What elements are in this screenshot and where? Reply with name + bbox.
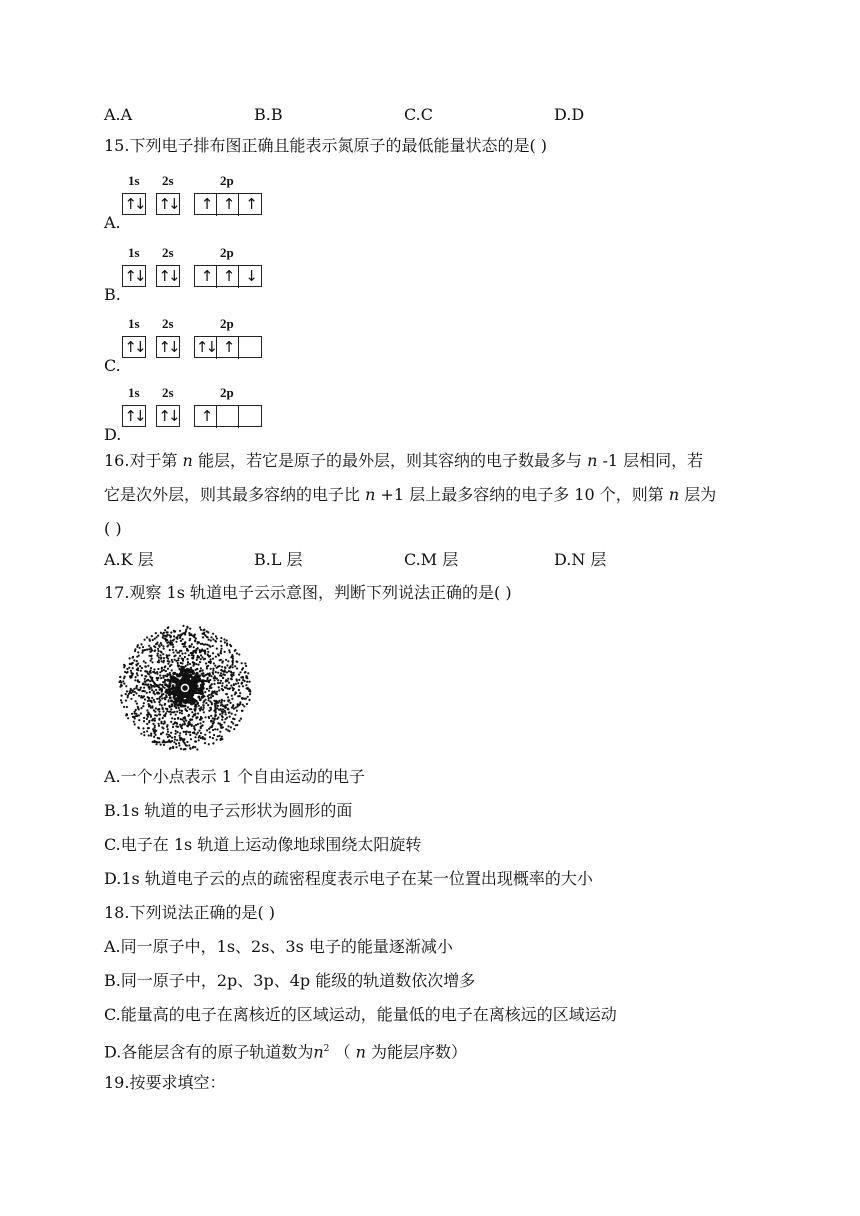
- orbital-header: 1s: [128, 316, 140, 331]
- q16-text-e: +1 层上最多容纳的电子多 10 个，则第: [380, 485, 664, 504]
- orbital-header: 2p: [220, 173, 234, 188]
- orbital-2s-box: [156, 336, 180, 358]
- orbital-cell: ↑: [245, 195, 255, 213]
- q17-option-a: A.一个小点表示 1 个自由运动的电子: [104, 767, 365, 786]
- orbital-2p-box: [194, 405, 262, 427]
- q16-line3: ( ): [104, 519, 122, 538]
- orbital-cell: ↑↓: [124, 267, 144, 285]
- q16-text-f: 层为: [684, 485, 717, 504]
- q17-option-d: D.1s 轨道电子云的点的疏密程度表示电子在某一位置出现概率的大小: [104, 869, 593, 888]
- orbital-header: 2s: [162, 173, 174, 188]
- q16-option-b: B.L 层: [254, 550, 303, 569]
- orbital-header: 1s: [128, 385, 140, 400]
- q16-n-2: n: [587, 451, 598, 470]
- q16-option-d: D.N 层: [554, 550, 607, 569]
- q16-text-b: 能层，若它是原子的最外层，则其容纳的电子数最多与: [197, 451, 582, 470]
- q18-d-n2: n: [355, 1042, 366, 1062]
- q15-stem: 15.下列电子排布图正确且能表示氮原子的最低能量状态的是( ): [104, 136, 548, 155]
- q16-text-c: -1 层相同，若: [602, 451, 704, 470]
- q18-d-text-a: D.各能层含有的原子轨道数为: [104, 1042, 314, 1062]
- orbital-header: 2p: [220, 245, 234, 260]
- q17-option-c: C.电子在 1s 轨道上运动像地球围绕太阳旋转: [104, 835, 422, 854]
- orbital-header: 2p: [220, 316, 234, 331]
- orbital-cell: ↑↓: [158, 195, 178, 213]
- q18-option-c: C.能量高的电子在离核近的区域运动，能量低的电子在离核远的区域运动: [104, 1005, 617, 1024]
- orbital-cell: ↓: [245, 267, 255, 285]
- orbital-header: 2s: [162, 385, 174, 400]
- orbital-cell: ↑↓: [124, 407, 144, 425]
- orbital-cell: ↑: [195, 266, 217, 288]
- orbital-cell: ↑: [195, 194, 217, 216]
- q18-stem: 18.下列说法正确的是( ): [104, 903, 276, 922]
- q18-option-b: B.同一原子中，2p、3p、4p 能级的轨道数依次增多: [104, 971, 476, 990]
- orbital-2p-box: [194, 336, 262, 358]
- orbital-2s-box: [156, 265, 180, 287]
- q15-option-label: D.: [104, 425, 122, 444]
- orbital-header: 2s: [162, 316, 174, 331]
- orbital-cell: ↑: [217, 194, 239, 216]
- orbital-header: 1s: [128, 245, 140, 260]
- orbital-header: 2p: [220, 385, 234, 400]
- orbital-cell: ↑: [195, 406, 217, 428]
- orbital-cell: ↑↓: [158, 407, 178, 425]
- orbital-cell: ↑↓: [195, 337, 217, 359]
- q14-option-a: A.A: [104, 105, 133, 124]
- orbital-1s-box: [122, 336, 146, 358]
- orbital-2s-box: [156, 193, 180, 215]
- orbital-cell: ↑: [217, 337, 239, 359]
- q18-d-text-c: 为能层序数）: [371, 1042, 468, 1062]
- q15-option-label: B.: [104, 285, 121, 304]
- q14-option-c: C.C: [404, 105, 433, 124]
- q18-option-d: [104, 1039, 467, 1062]
- q19-stem: 19.按要求填空：: [104, 1073, 226, 1092]
- orbital-2s-box: [156, 405, 180, 427]
- q18-option-a: A.同一原子中，1s、2s、3s 电子的能量逐渐减小: [104, 937, 453, 956]
- orbital-cell: ↑: [217, 266, 239, 288]
- q15-option-label: C.: [104, 356, 121, 375]
- q16-n-1: n: [182, 451, 193, 470]
- orbital-1s-box: [122, 405, 146, 427]
- q18-d-text-b: （: [334, 1042, 351, 1062]
- orbital-1s-box: [122, 193, 146, 215]
- orbital-cell: [217, 406, 239, 428]
- orbital-header: 1s: [128, 173, 140, 188]
- orbital-cell: ↑↓: [158, 338, 178, 356]
- q16-n-4: n: [668, 485, 680, 504]
- orbital-cell: [239, 406, 261, 428]
- orbital-2p-box: [194, 193, 262, 215]
- electron-cloud-image: [110, 618, 260, 758]
- q18-d-n: n: [313, 1042, 324, 1062]
- q16-line1: [104, 451, 703, 471]
- orbital-2p-box: [194, 265, 262, 287]
- q16-line2: [104, 485, 716, 505]
- q16-option-a: A.K 层: [104, 550, 154, 569]
- orbital-header: 2s: [162, 245, 174, 260]
- orbital-1s-box: [122, 265, 146, 287]
- q16-text-d: 它是次外层，则其最多容纳的电子比: [104, 485, 361, 504]
- orbital-cell: ↑↓: [124, 338, 144, 356]
- q16-option-c: C.M 层: [404, 550, 459, 569]
- q14-option-d: D.D: [554, 105, 585, 124]
- orbital-cell: ↑↓: [158, 267, 178, 285]
- q17-stem: 17.观察 1s 轨道电子云示意图，判断下列说法正确的是( ): [104, 583, 512, 602]
- q17-option-b: B.1s 轨道的电子云形状为圆形的面: [104, 801, 353, 820]
- q18-d-sup: 2: [323, 1044, 330, 1054]
- orbital-cell: [239, 337, 261, 359]
- q16-text-a: 16.对于第: [104, 451, 178, 470]
- q14-option-b: B.B: [254, 105, 283, 124]
- q16-n-3: n: [365, 485, 376, 504]
- orbital-cell: ↑↓: [124, 195, 144, 213]
- q15-option-label: A.: [104, 213, 121, 232]
